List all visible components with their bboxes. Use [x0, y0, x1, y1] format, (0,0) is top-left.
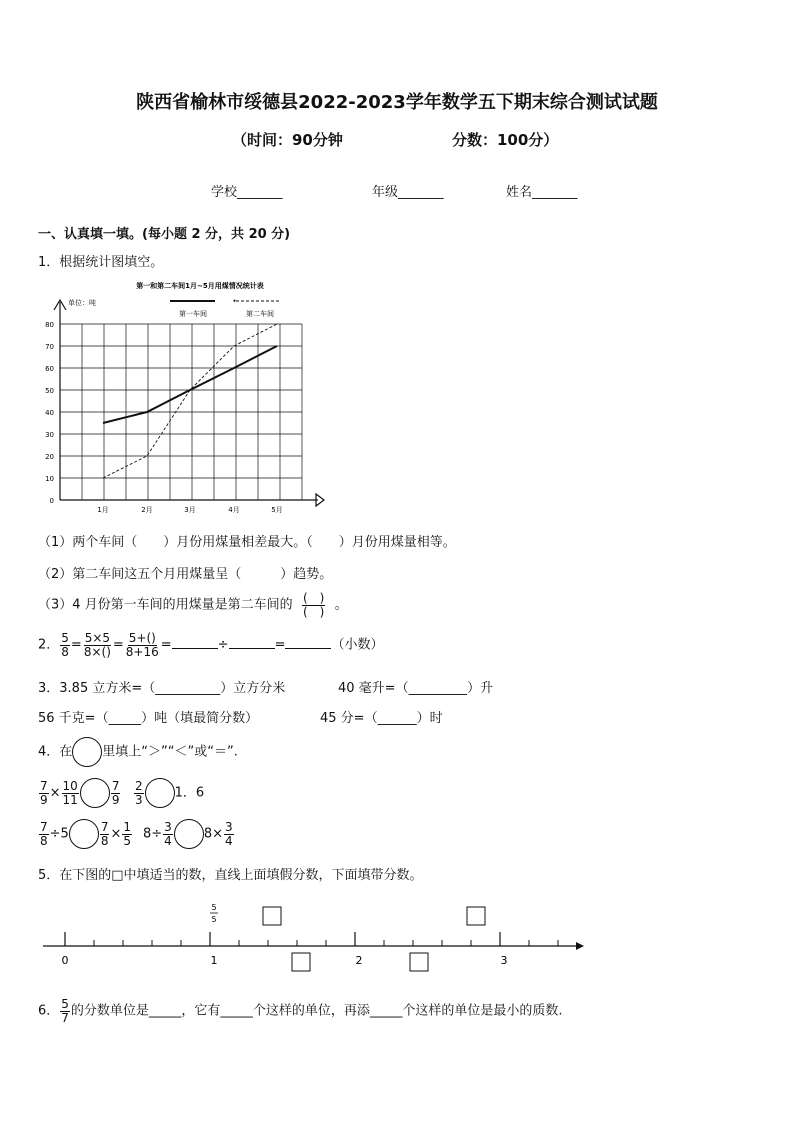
- question-3-line1a: 3．3.85 立方米=（__________）立方分米: [38, 681, 286, 696]
- answer-blank[interactable]: [285, 648, 331, 649]
- number-line-arrow: [576, 942, 584, 950]
- answer-blank[interactable]: [172, 648, 218, 649]
- y-tick-label: 0: [49, 497, 54, 505]
- grade-field[interactable]: 年级_______: [372, 185, 444, 200]
- exam-score: 分数：100分）: [452, 131, 559, 149]
- chart-title: 第一和第二车间1月~5月用煤情况统计表: [136, 282, 264, 290]
- frac-denominator: 5: [211, 915, 217, 924]
- sub3-num[interactable]: ( ): [303, 591, 325, 605]
- answer-blank[interactable]: [229, 648, 275, 649]
- question-4-label: 4．在 里填上“＞”“＜”或“＝”.: [38, 737, 238, 767]
- question-1-label: 1．根据统计图填空。: [38, 255, 164, 270]
- answer-box-below[interactable]: [410, 953, 428, 971]
- series-line-2: [103, 324, 277, 478]
- legend-series-1: 第一车间: [179, 310, 207, 318]
- tick-label-1: 1: [210, 954, 218, 967]
- question-4-expr-4: 8÷ $\frac{3}{4}$ 8× $\frac{3}{4}$: [143, 819, 233, 848]
- y-tick-label: 30: [45, 431, 54, 439]
- question-2: 2． $\frac{5}{8}$ = $\frac{5\times 5}{8\times()}$ = $\frac{5+()}{8+16}$ = ÷ = （小数）: [38, 631, 384, 659]
- coal-usage-chart: [40, 278, 330, 516]
- y-tick-label: 20: [45, 453, 54, 461]
- tick-label-2: 2: [355, 954, 363, 967]
- question-1-sub3: （3）4 月份第一车间的用煤量是第二车间的 $\frac{( )}{( )}$ 。: [38, 591, 348, 619]
- tick-label-0: 0: [61, 954, 69, 967]
- question-4-expr-1: $\frac{7}{9}$ × $\frac{10}{11}$ $\frac{7}{9}$: [40, 778, 120, 807]
- y-tick-label: 70: [45, 343, 54, 351]
- question-4-expr-2: $\frac{2}{3}$ 1．6: [135, 778, 205, 807]
- chart-unit: 单位：吨: [68, 299, 96, 307]
- exam-time: （时间：90分钟: [232, 131, 343, 149]
- question-3-line2a: 56 千克=（_____）吨（填最简分数）: [38, 711, 259, 726]
- school-field[interactable]: 学校_______: [211, 185, 283, 200]
- question-5-label: 5．在下图的□中填适当的数，直线上面填假分数，下面填带分数。: [38, 868, 423, 883]
- x-tick-label: 2月: [141, 506, 153, 514]
- x-tick-label: 4月: [228, 506, 240, 514]
- tick-label-3: 3: [500, 954, 508, 967]
- answer-box-above[interactable]: [467, 907, 485, 925]
- section-heading: 一、认真填一填。(每小题 2 分，共 20 分): [38, 227, 291, 242]
- sub3-den[interactable]: ( ): [303, 604, 325, 619]
- series-line-1: [103, 346, 277, 423]
- sub3-text: （3）4 月份第一车间的用煤量是第二车间的: [38, 597, 293, 613]
- question-3-line1b: 40 毫升=（_________）升: [338, 681, 494, 696]
- x-tick-label: 5月: [271, 506, 283, 514]
- legend-arrow-left: ←: [233, 297, 239, 305]
- y-tick-label: 10: [45, 475, 54, 483]
- y-tick-label: 40: [45, 409, 54, 417]
- x-tick-label: 3月: [184, 506, 196, 514]
- question-3-line2b: 45 分=（______）时: [320, 711, 443, 726]
- y-tick-label: 80: [45, 321, 54, 329]
- legend-series-2: 第二车间: [246, 310, 274, 318]
- y-tick-label: 60: [45, 365, 54, 373]
- compare-circle[interactable]: [145, 778, 175, 808]
- compare-circle[interactable]: [69, 819, 99, 849]
- question-6: 6． $\frac{5}{7}$ 的分数单位是_____，它有_____个这样的单位，再添_____个这样的单位是最小的质数.: [38, 997, 563, 1025]
- y-tick-label: 50: [45, 387, 54, 395]
- answer-box-above[interactable]: [263, 907, 281, 925]
- compare-circle[interactable]: [80, 778, 110, 808]
- x-tick-label: 1月: [97, 506, 109, 514]
- page-title: 陕西省榆林市绥德县2022-2023学年数学五下期末综合测试试题: [136, 92, 658, 113]
- compare-circle[interactable]: [174, 819, 204, 849]
- question-1-sub1: （1）两个车间（ ）月份用煤量相差最大。（ ）月份用煤量相等。: [38, 535, 456, 550]
- question-1-sub2: （2）第二车间这五个月用煤量呈（ ）趋势。: [38, 567, 333, 582]
- name-field[interactable]: 姓名_______: [506, 185, 578, 200]
- number-line: [38, 898, 588, 978]
- compare-circle-sample: [72, 737, 102, 767]
- question-4-expr-3: $\frac{7}{8}$ ÷5 $\frac{7}{8}$ × $\frac{1}{5}$: [40, 819, 131, 848]
- frac-numerator: 5: [211, 903, 217, 912]
- answer-box-below[interactable]: [292, 953, 310, 971]
